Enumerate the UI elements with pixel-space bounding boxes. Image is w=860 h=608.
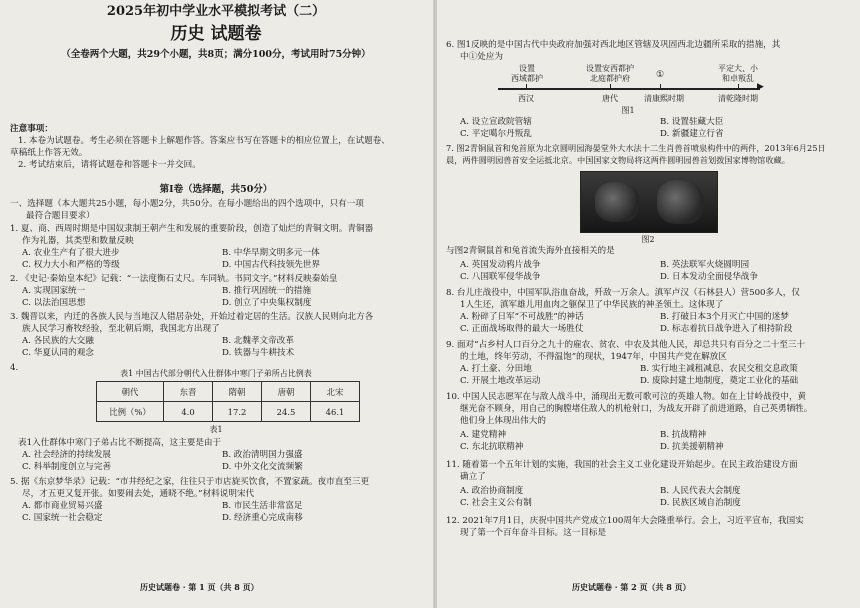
table-1 <box>96 381 360 422</box>
question-10-option-a[interactable]: A. 建党精神 <box>460 430 507 440</box>
timeline-tick <box>738 84 739 90</box>
question-3-option-b[interactable]: B. 北魏孝文帝改革 <box>222 336 294 346</box>
question-9-option-a[interactable]: A. 打土豪、分田地 <box>460 364 532 374</box>
question-2-option-a[interactable]: A. 实现国家统一 <box>22 286 86 296</box>
question-3-stem: 族人民学习畜牧经验，至北朝后期，我国北方出现了 <box>22 324 220 334</box>
exam-title: 2025年初中学业水平模拟考试（二） <box>106 4 326 19</box>
notice-line: 1. 本卷为试题卷。考生必须在答题卡上解题作答。答案应书写在答题卡的相应位置上，在试题卷、 <box>18 136 390 146</box>
timeline-event-blank: ① <box>655 70 665 80</box>
page-footer: 历史试题卷 · 第 1 页（共 8 页） <box>140 582 259 592</box>
question-12-stem: 12. 2021年7月1日，庆祝中国共产党成立100周年大会隆重举行。会上，习近平宣布，我国实 <box>446 516 804 526</box>
question-6-option-b[interactable]: B. 设置驻藏大臣 <box>660 117 724 127</box>
timeline-arrow-icon: ▶ <box>757 82 764 92</box>
question-9-option-c[interactable]: C. 开展土地改革运动 <box>460 376 541 386</box>
question-6-option-a[interactable]: A. 设立宣政院管辖 <box>460 117 532 127</box>
notice-line: 2. 考试结束后，请将试题卷和答题卡一并交回。 <box>18 160 201 170</box>
table-cell: 46.1 <box>311 402 360 422</box>
question-6-option-c[interactable]: C. 平定噶尔丹叛乱 <box>460 129 532 139</box>
table-header-cell: 唐朝 <box>262 382 311 402</box>
timeline-period: 清乾隆时期 <box>718 94 758 103</box>
question-10-option-b[interactable]: B. 抗战精神 <box>660 430 707 440</box>
question-4-option-b[interactable]: B. 政治清明国力强盛 <box>222 450 303 460</box>
question-6-option-d[interactable]: D. 新疆建立行省 <box>660 129 724 139</box>
question-6-stem: 中①处应为 <box>460 52 503 62</box>
question-10-stem: 他们身上体现出伟大的 <box>460 416 546 426</box>
question-7-ask: 与图2青铜鼠首和兔首流失海外直接相关的是 <box>446 246 615 256</box>
page-2 <box>438 0 860 608</box>
rat-head-sculpture <box>595 182 639 222</box>
question-1-option-a[interactable]: A. 农业生产有了很大进步 <box>22 248 120 258</box>
timeline-axis <box>498 88 760 90</box>
question-3-option-c[interactable]: C. 华夏认同的观念 <box>22 348 94 358</box>
question-10-stem: 10. 中国人民志愿军在与敌人战斗中，涌现出无数可歌可泣的英雄人物。如在上甘岭战役中，黄 <box>446 392 807 402</box>
page-footer: 历史试题卷 · 第 2 页（共 8 页） <box>572 582 691 592</box>
table-1-title: 表1 中国古代部分朝代入仕群体中寒门子弟所占比例表 <box>120 369 312 378</box>
timeline-event: 设置 西域都护 <box>511 64 543 83</box>
timeline-event: 设置安西都护 北庭都护府 <box>586 64 634 83</box>
question-7-option-a[interactable]: A. 英国发动鸦片战争 <box>460 260 541 270</box>
rabbit-head-sculpture <box>657 180 703 224</box>
question-5-option-a[interactable]: A. 都市商业贸易兴盛 <box>22 501 103 511</box>
question-11-stem: 11. 随着第一个五年计划的实施，我国的社会主义工业化建设开始起步。在民主政治建设方面 <box>446 460 798 470</box>
question-5-stem: 5. 据《东京梦华录》记载：“市井经纪之家，往往只于市店旋买饮食，不置家蔬。夜市直至三更 <box>10 477 370 487</box>
question-10-stem: 继光奋不顾身，用自己的胸膛堵住敌人的机枪射口，为战友开辟了前进道路，自己英勇牺牲。 <box>460 404 813 414</box>
timeline-event: 平定大、小 和卓叛乱 <box>718 64 758 83</box>
table-header-cell: 朝代 <box>97 382 164 402</box>
question-8-option-a[interactable]: A. 粉碎了日军“不可战胜”的神话 <box>460 312 584 322</box>
question-1-option-b[interactable]: B. 中华早期文明多元一体 <box>222 248 320 258</box>
question-1-stem: 1. 夏、商、西周时期是中国奴隶制王朝产生和发展的重要阶段，创造了灿烂的青铜文明。青铜器 <box>10 224 374 234</box>
timeline-tick <box>610 84 611 90</box>
section-heading: 一、选择题（本大题共25小题，每小题2分，共50分。在每小题给出的四个选项中，只有一项 <box>10 199 364 209</box>
question-4-stem: 表1入仕群体中寒门子弟占比不断提高，这主要是由于 <box>18 438 222 448</box>
question-7-option-c[interactable]: C. 八国联军侵华战争 <box>460 272 541 282</box>
question-2-option-c[interactable]: C. 以法治国思想 <box>22 298 86 308</box>
question-8-stem: 1人生还，滇军雄儿用血肉之躯保卫了中华民族的神圣领土。这体现了 <box>460 300 724 310</box>
question-5-option-d[interactable]: D. 经济重心完成南移 <box>222 513 303 523</box>
table-row-label: 比例（%） <box>97 402 164 422</box>
table-header-cell: 北宋 <box>311 382 360 402</box>
subject-title: 历史 试题卷 <box>170 24 262 44</box>
question-9-option-b[interactable]: B. 实行地主减租减息、农民交租交息政策 <box>640 364 798 374</box>
question-5-option-c[interactable]: C. 国家统一社会稳定 <box>22 513 103 523</box>
question-1-stem: 作为礼器，其类型和数量反映 <box>22 236 134 246</box>
question-2-option-b[interactable]: B. 推行巩固统一的措施 <box>222 286 312 296</box>
question-10-option-c[interactable]: C. 东北抗联精神 <box>460 442 524 452</box>
question-7-stem: 7. 图2青铜鼠首和兔首原为北京圆明园海晏堂外大水法十二生肖兽首喷泉构件中的两件，2013年6月25日 <box>446 143 826 153</box>
page-fold <box>433 0 437 608</box>
question-8-option-c[interactable]: C. 正面战场取得的最大一场胜仗 <box>460 324 584 334</box>
table-1-caption: 表1 <box>209 425 223 434</box>
notice-line: 草稿纸上作答无效。 <box>10 148 88 158</box>
question-5-option-b[interactable]: B. 市民生活非常富足 <box>222 501 303 511</box>
question-2-option-d[interactable]: D. 创立了中央集权制度 <box>222 298 312 308</box>
question-11-option-c[interactable]: C. 社会主义公有制 <box>460 498 532 508</box>
question-11-option-d[interactable]: D. 民族区域自治制度 <box>660 498 741 508</box>
question-4-option-d[interactable]: D. 中外文化交流频繁 <box>222 462 303 472</box>
table-cell: 24.5 <box>262 402 311 422</box>
question-8-option-b[interactable]: B. 打破日本3个月灭亡中国的迷梦 <box>660 312 789 322</box>
question-11-option-b[interactable]: B. 人民代表大会制度 <box>660 486 741 496</box>
question-9-option-d[interactable]: D. 废除封建土地制度，奠定工业化的基础 <box>640 376 799 386</box>
question-10-option-d[interactable]: D. 抗美援朝精神 <box>660 442 724 452</box>
timeline-period: 西汉 <box>518 94 534 103</box>
question-4-option-a[interactable]: A. 社会经济的持续发展 <box>22 450 112 460</box>
table-header-cell: 东晋 <box>164 382 213 402</box>
question-4-option-c[interactable]: C. 科举制度创立与完善 <box>22 462 112 472</box>
question-9-stem: 的土地，终年劳动，不得温饱”的现状，1947年，中国共产党在解放区 <box>460 352 727 362</box>
question-1-option-c[interactable]: C. 权力大小和严格的等级 <box>22 260 120 270</box>
question-1-option-d[interactable]: D. 中国古代科技领先世界 <box>222 260 320 270</box>
question-7-stem: 晨，两件圆明园兽首安全运抵北京。中国国家文物局将这两件圆明园兽首划拨国家博物馆收藏。 <box>446 155 790 165</box>
question-8-option-d[interactable]: D. 标志着抗日战争进入了相持阶段 <box>660 324 793 334</box>
figure-2-caption: 图2 <box>641 235 655 244</box>
question-7-option-b[interactable]: B. 英法联军火烧圆明园 <box>660 260 750 270</box>
question-11-stem: 确立了 <box>460 472 486 482</box>
exam-meta: （全卷两个大题，共29个小题，共8页；满分100分，考试用时75分钟） <box>61 49 371 60</box>
table-cell: 17.2 <box>213 402 262 422</box>
figure-2-bronze-heads-image <box>580 171 718 233</box>
table-cell: 4.0 <box>164 402 213 422</box>
timeline-tick <box>660 84 661 90</box>
table-header-cell: 隋朝 <box>213 382 262 402</box>
part1-title: 第Ⅰ卷（选择题，共50分） <box>159 184 273 195</box>
timeline-period: 清康熙时期 <box>644 94 684 103</box>
question-2-stem: 2. 《史记·秦始皇本纪》记载：“一法度衡石丈尺。车同轨。书同文字。”材料反映秦始皇 <box>10 274 338 284</box>
timeline-tick <box>526 84 527 90</box>
question-3-stem: 3. 魏晋以来，内迁的各族人民与当地汉人错居杂处，开始过着定居的生活。汉族人民则向北方各 <box>10 312 374 322</box>
figure-1-caption: 图1 <box>621 106 635 115</box>
question-4-number: 4. <box>10 363 19 373</box>
question-8-stem: 8. 台儿庄战役中，中国军队浴血奋战，歼敌一万余人。滇军卢汉（石林县人）营500多人，仅 <box>446 288 800 298</box>
section-heading: 最符合题目要求） <box>26 211 95 221</box>
question-11-option-a[interactable]: A. 政治协商制度 <box>460 486 524 496</box>
notice-heading: 注意事项： <box>10 124 53 134</box>
question-12-stem: 现了第一个百年奋斗目标。这一目标是 <box>460 528 607 538</box>
question-6-stem: 6. 图1反映的是中国古代中央政府加强对西北地区管辖及巩固西北边疆所采取的措施，其 <box>446 40 781 50</box>
question-9-stem: 9. 面对“占乡村人口百分之九十的雇农、贫农、中农及其他人民，却总共只有百分之二十至三十 <box>446 340 806 350</box>
question-5-stem: 尽，才五更又复开张。如要闹去处，通晓不绝。”材料说明宋代 <box>22 489 255 499</box>
timeline-period: 唐代 <box>602 94 618 103</box>
question-3-option-d[interactable]: D. 铁器与牛耕技术 <box>222 348 295 358</box>
question-7-option-d[interactable]: D. 日本发动全面侵华战争 <box>660 272 758 282</box>
question-3-option-a[interactable]: A. 各民族的大交融 <box>22 336 94 346</box>
